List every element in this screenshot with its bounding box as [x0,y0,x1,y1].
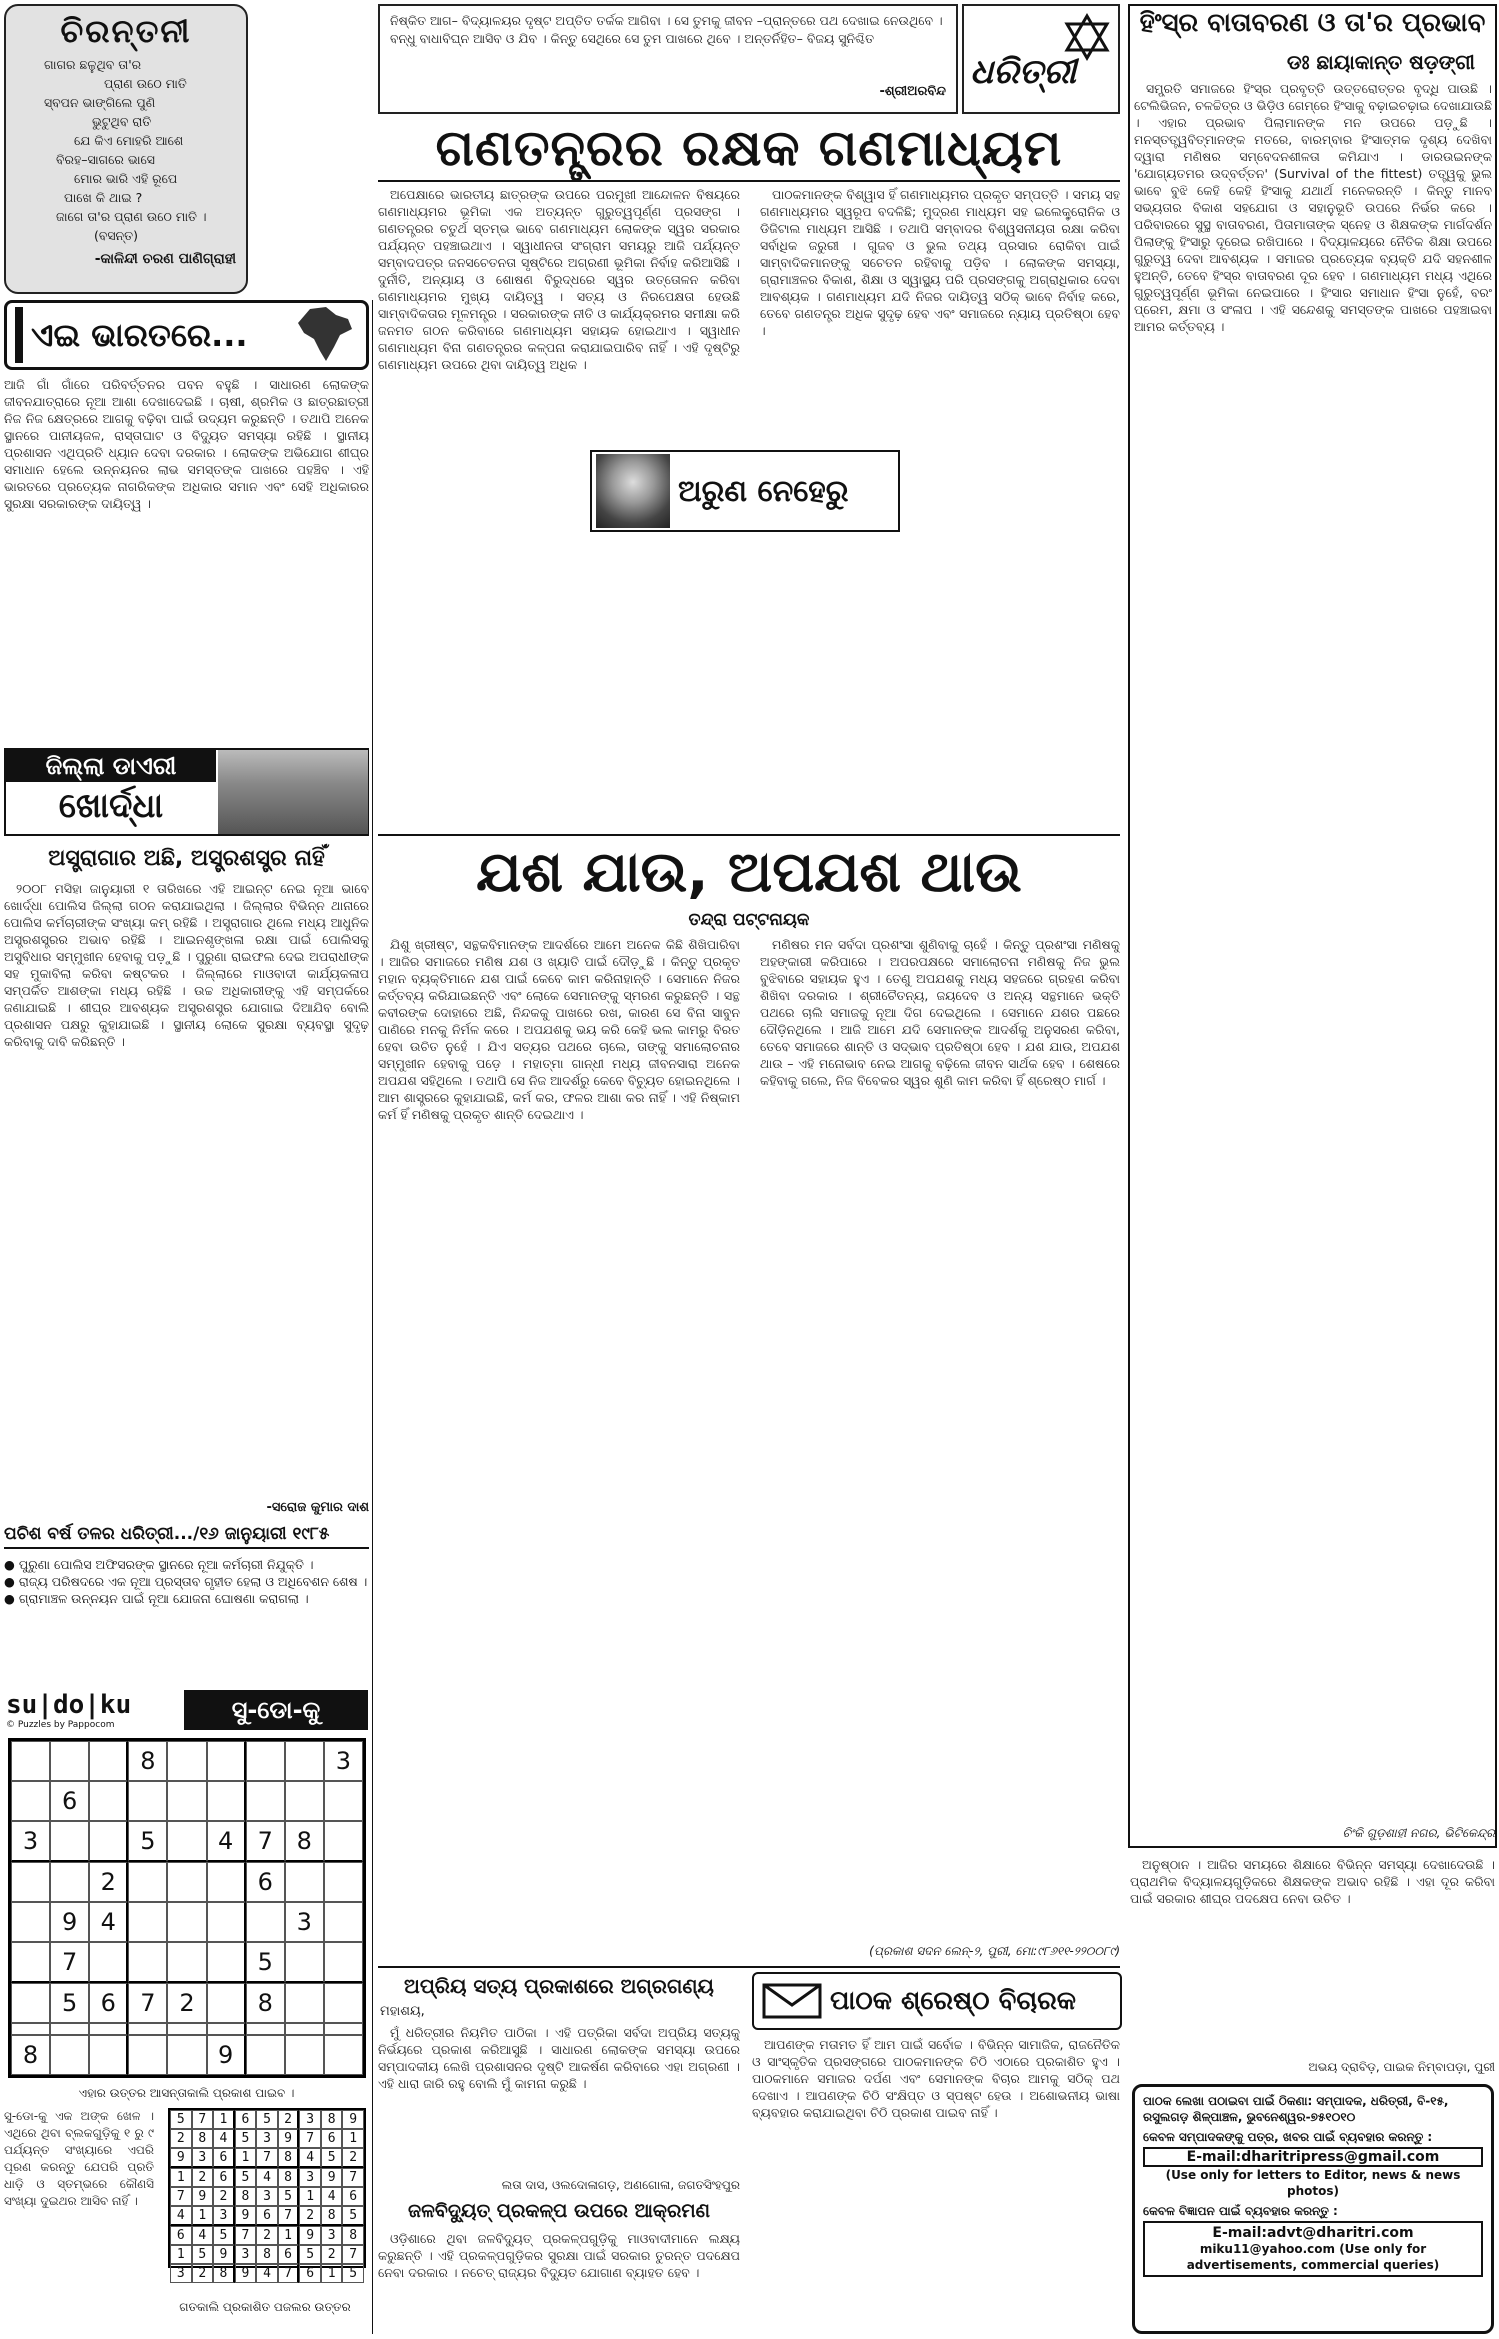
sudoku-cell [285,1862,324,1902]
list-item: ● ରାଜ୍ୟ ପରିଷଦରେ ଏକ ନୂଆ ପ୍ରସ୍ତାବ ଗୃହୀତ ହେଲା ଓ ଅଧିବେଶନ ଶେଷ । [4,1574,368,1589]
sudoku-cell: 8 [235,2187,257,2206]
sudoku-cell [11,1781,50,1821]
poem-title: ଚିରନ୍ତନୀ [60,12,192,50]
poem-lines: ଗାଗର ଛଳୁଥିବ ତା'ର ପ୍ରାଣ ଉଠେ ମାତି ସ୍ବପନ ଭାଙ୍ଗିଲେ ପୁଣି ଭୁଟୁଥିବ ରାତି ଯେ କିଏ ମୋହରି ଆଶେ ବିରହ–ସାଗରେ ଭାସେ ମୋର ଭାରି ଏହି ରୂପେ ପାଖେ କି ଥାଇ ? ଜାଗେ ତା'ର ପ୍ରାଣ ଉଠେ ମାତି । (ବସନ୍ତ) [44,57,207,243]
sudoku-cell: 5 [299,2245,321,2264]
editorial-rule [378,180,1120,182]
sudoku-answer-note: ଏହାର ଉତ୍ତର ଆସନ୍ତାକାଲି ପ୍ରକାଶ ପାଇବ । [78,2086,295,2100]
sudoku-cell: 7 [342,2245,364,2264]
sudoku-cell [324,1983,363,2023]
sudoku-cell [11,1942,50,1983]
sudoku-cell: 9 [207,2035,246,2075]
sudoku-cell: 4 [89,1902,128,1942]
sudoku-cell: 6 [235,2110,257,2129]
hinsra-footer: ଚିଂକି ଗୁଡ଼ଶାହୀ ନଗର, ଭିଟିକେନ୍ଦ୍ର [1342,1826,1495,1840]
envelope-icon [762,1981,822,2021]
sudoku-cell: 1 [170,2245,192,2264]
sudoku-cell: 3 [299,2168,321,2187]
sudoku-cell: 1 [342,2129,364,2148]
pathaka-body: ଆପଣଙ୍କ ମତାମତ ହିଁ ଆମ ପାଇଁ ସର୍ବୋଚ୍ଚ । ବିଭିନ୍ନ ସାମାଜିକ, ରାଜନୈତିକ ଓ ସାଂସ୍କୃତିକ ପ୍ରସଙ୍ଗରେ ପାଠକମାନଙ୍କ ଚିଠି ଏଠାରେ ପ୍ରକାଶିତ ହୁଏ । ପାଠକମାନେ ସମାଜର ଦର୍ପଣ ଏବଂ ସେମାନଙ୍କ ବିଚାର ଆମକୁ ସଠିକ୍ ପଥ ଦେଖାଏ । ଆପଣଙ୍କ ଚିଠି ସଂକ୍ଷିପ୍ତ ଓ ସ୍ପଷ୍ଟ ହେଉ । ଅଶୋଭନୀୟ ଭାଷା ବ୍ୟବହାର କରାଯାଇଥିବା ଚିଠି ପ୍ରକାଶ ପାଇବ ନାହିଁ । [752,2037,1120,2120]
ehi-bharatare-banner [4,300,369,370]
sudoku-cell: 8 [192,2129,214,2148]
jilla-diary-header [4,748,369,836]
sudoku-cell: 9 [50,1902,89,1942]
sudoku-cell: 6 [342,2187,364,2206]
quote-author: -ଶ୍ରୀଅରବିନ୍ଦ [879,84,946,99]
sudoku-cell [324,2023,363,2035]
sudoku-cell: 5 [213,2226,235,2245]
sudoku-how-to: ସୁ-ଡୋ-କୁ ଏକ ଅଙ୍କ ଖେଳ । ଏଥିରେ ଥିବା ବ୍ଲକଗୁଡ଼ିକୁ ୧ ରୁ ୯ ପର୍ଯ୍ୟନ୍ତ ସଂଖ୍ୟାରେ ଏପରି ପୂରଣ କରନ୍ତୁ ଯେପରି ପ୍ରତି ଧାଡ଼ି ଓ ସ୍ତମ୍ଭରେ କୌଣସି ସଂଖ୍ୟା ଦୁଇଥର ଆସିବ ନାହିଁ । [4,2109,154,2208]
india-map-icon [290,305,360,365]
sudoku-cell: 2 [299,2206,321,2226]
sudoku-cell: 7 [278,2206,300,2226]
sudoku-cell [285,1741,324,1781]
apriya-signature: ଲତା ଦାସ, ଓଲଦୋଳାଗଡ଼, ଅଣଗୋଳା, ଜଗତସିଂହପୁର [501,2178,740,2192]
sudoku-cell: 9 [170,2148,192,2168]
sudoku-cell [246,1902,285,1942]
contact-address: ପାଠକ ଲେଖା ପଠାଇବା ପାଇଁ ଠିକଣା: ସମ୍ପାଦକ, ଧରିତ୍ରୀ, ବି-୧୫, ରସୁଲଗଡ଼ ଶିଳ୍ପାଞ୍ଚଳ, ଭୁବନେଶ୍ୱର-୭୫୧୦୧୦ [1143,2094,1449,2124]
pachisa-barsa-title: ପଚିଶ ବର୍ଷ ତଳର ଧରିତ୍ରୀ.../୧୬ ଜାନୁୟାରୀ ୧୯୮୫ [4,1524,369,1549]
sudoku-cell [11,1983,50,2023]
ehi-bharatare-title: ଏଇ ଭାରତରେ... [31,315,248,354]
sudoku-cell [50,2035,89,2075]
sudoku-cell: 8 [246,1983,285,2023]
contact-line3: କେବଳ ବିଜ୍ଞାପନ ପାଇଁ ବ୍ୟବହାର କରନ୍ତୁ : [1143,2204,1338,2218]
list-item: ● ପୁରୁଣା ପୋଲିସ ଅଫିସରଙ୍କ ସ୍ଥାନରେ ନୂଆ କର୍ମଚାରୀ ନିଯୁକ୍ତି । [4,1557,314,1572]
sudoku-cell: 1 [170,2168,192,2187]
sudoku-cell: 3 [170,2264,192,2283]
sudoku-cell [50,1821,89,1862]
sudoku-cell: 5 [192,2245,214,2264]
sudoku-cell: 4 [213,2129,235,2148]
sudoku-cell: 7 [170,2187,192,2206]
poem-author: -କାଳିନ୍ଦୀ ଚରଣ ପାଣିଗ୍ରାହୀ [94,251,236,267]
sudoku-cell: 3 [235,2245,257,2264]
jilla-body: ୨୦୦୮ ମସିହା ଜାନୁୟାରୀ ୧ ତାରିଖରେ ଏହି ଆଇନ୍ଟ ନେଇ ନୂଆ ଭାବେ ଖୋର୍ଦ୍ଧା ପୋଲିସ ଜିଲ୍ଲା ଗଠନ କରାଯାଇଥିଲା । ଜିଲ୍ଲାର ବିଭିନ୍ନ ଥାନାରେ ପୋଲିସ କର୍ମଚାରୀଙ୍କ ସଂଖ୍ୟା କମ୍ ରହିଛି । ଅସ୍ତ୍ରାଗାର ଥିଲେ ମଧ୍ୟ ଆଧୁନିକ ଅସ୍ତ୍ରଶସ୍ତ୍ରର ଅଭାବ ରହିଛି । ଆଇନଶୃଙ୍ଖଳା ରକ୍ଷା ପାଇଁ ପୋଲିସକୁ ଅସୁବିଧାର ସମ୍ମୁଖୀନ ହେବାକୁ ପଡ଼ୁଛି । ପୁରୁଣା ରାଇଫଲ ଦେଇ ଅପରାଧୀଙ୍କ ସହ ମୁକାବିଲା କରିବା କଷ୍ଟକର । ଜିଲ୍ଲାରେ ମାଓବାଦୀ କାର୍ଯ୍ୟକଳାପ ସମ୍ପର୍କିତ ଆଶଙ୍କା ମଧ୍ୟ ରହିଛି । ଉଚ୍ଚ ଅଧିକାରୀଙ୍କୁ ଏହି ସମ୍ପର୍କରେ ଜଣାଯାଇଛି । ଶୀଘ୍ର ଆବଶ୍ୟକ ଅସ୍ତ୍ରଶସ୍ତ୍ର ଯୋଗାଇ ଦିଆଯିବ ବୋଲି ପ୍ରଶାସନ ପକ୍ଷରୁ କୁହାଯାଇଛି । ସ୍ଥାନୀୟ ଲୋକେ ସୁରକ୍ଷା ବ୍ୟବସ୍ଥା ସୁଦୃଢ଼ କରିବାକୁ ଦାବି କରିଛନ୍ତି । [4,881,369,1049]
sudoku-cell: 3 [192,2148,214,2168]
apriya-salutation: ମହାଶୟ, [380,2004,425,2019]
sudoku-cell: 2 [342,2148,364,2168]
sudoku-cell: 9 [235,2206,257,2226]
contact-email1: E-mail:dharitripress@gmail.com [1143,2147,1483,2167]
sudoku-cell [167,1942,206,1983]
sudoku-cell: 6 [89,1983,128,2023]
sudoku-cell [324,2035,363,2075]
sudoku-cell: 3 [256,2187,278,2206]
sudoku-cell [246,1781,285,1821]
hinsra-author: ଡଃ ଛାୟାକାନ୍ତ ଷଡ଼ଙ୍ଗୀ [1286,50,1475,74]
sudoku-cell: 8 [11,2035,50,2075]
sudoku-cell: 9 [299,2226,321,2245]
apriya-body2: ଓଡ଼ିଶାରେ ଥିବା ଜଳବିଦ୍ୟୁତ୍ ପ୍ରକଳ୍ପଗୁଡ଼ିକୁ ମାଓବାଦୀମାନେ ଲକ୍ଷ୍ୟ କରୁଛନ୍ତି । ଏହି ପ୍ରକଳ୍ପଗୁଡ଼ିକର ସୁରକ୍ଷା ପାଇଁ ସରକାର ତୁରନ୍ତ ପଦକ୍ଷେପ ନେବା ଦରକାର । ନଚେତ୍ ରାଜ୍ୟର ବିଦ୍ୟୁତ ଯୋଗାଣ ବ୍ୟାହତ ହେବ । [378,2231,740,2280]
hinsra-title: ହିଂସ୍ର ବାତାବରଣ ଓ ତା'ର ପ୍ରଭାବ [1139,8,1486,38]
sudoku-cell: 9 [278,2129,300,2148]
sudoku-cell [324,1902,363,1942]
sudoku-cell [207,1862,246,1902]
sudoku-cell: 7 [192,2110,214,2129]
sudoku-cell: 7 [246,1821,285,1862]
sudoku-cell: 1 [235,2148,257,2168]
sudoku-cell: 6 [213,2168,235,2187]
sudoku-cell [11,1862,50,1902]
sudoku-cell: 9 [213,2245,235,2264]
sudoku-cell: 5 [342,2264,364,2283]
sudoku-cell [324,1862,363,1902]
sudoku-cell [167,1862,206,1902]
masthead-name: ଧରିତ୍ରୀ [970,52,1077,92]
sudoku-cell: 8 [278,2148,300,2168]
sudoku-cell [285,1983,324,2023]
sudoku-cell: 2 [192,2168,214,2187]
district-photo [218,750,368,834]
sudoku-cell: 2 [321,2245,343,2264]
sudoku-cell: 6 [256,2206,278,2226]
sudoku-cell: 2 [192,2264,214,2283]
sudoku-cell [128,1942,167,1983]
sudoku-cell: 2 [167,1983,206,2023]
sudoku-cell [246,2023,285,2035]
sudoku-cell: 7 [128,1983,167,2023]
yasha-col2: ମଣିଷର ମନ ସର୍ବଦା ପ୍ରଶଂସା ଶୁଣିବାକୁ ଚାହେଁ । କିନ୍ତୁ ପ୍ରଶଂସା ମଣିଷକୁ ଅହଙ୍କାରୀ କରିପାରେ । ଅପରପକ୍ଷରେ ସମାଲୋଚନା ମଣିଷକୁ ନିଜ ଭୁଲ ବୁଝିବାରେ ସହାୟକ ହୁଏ । ତେଣୁ ଅପଯଶକୁ ମଧ୍ୟ ସହଜରେ ଗ୍ରହଣ କରିବା ଶିଖିବା ଦରକାର । ଶ୍ରୀଚୈତନ୍ୟ, ଜୟଦେବ ଓ ଅନ୍ୟ ସନ୍ଥମାନେ ଭକ୍ତି ପଥରେ ଚାଲି ସମାଜକୁ ନୂଆ ଦିଗ ଦେଇଥିଲେ । ସେମାନେ ଯଶର ପଛରେ ଦୌଡ଼ିନଥିଲେ । ଆଜି ଆମେ ଯଦି ସେମାନଙ୍କ ଆଦର୍ଶକୁ ଅନୁସରଣ କରିବା, ତେବେ ସମାଜରେ ଶାନ୍ତି ଓ ସଦ୍ଭାବ ପ୍ରତିଷ୍ଠା ହେବ । ଯଶ ଯାଉ, ଅପଯଶ ଥାଉ – ଏହି ମନୋଭାବ ନେଇ ଆଗକୁ ବଢ଼ିଲେ ଜୀବନ ସାର୍ଥକ ହେବ । ଶେଷରେ କହିବାକୁ ଗଲେ, ନିଜ ବିବେକର ସ୍ୱର ଶୁଣି କାମ କରିବା ହିଁ ଶ୍ରେଷ୍ଠ ମାର୍ଗ । [760,937,1120,1088]
pachisa-barsa-list [4,1556,369,1607]
sudoku-cell [89,1741,128,1781]
ehi-bharatare-body: ଆଜି ଗାଁ ଗାଁରେ ପରିବର୍ତ୍ତନର ପବନ ବହୁଛି । ସାଧାରଣ ଲୋକଙ୍କ ଜୀବନଯାତ୍ରାରେ ନୂଆ ଆଶା ଦେଖାଦେଇଛି । ଚାଷୀ, ଶ୍ରମିକ ଓ ଛାତ୍ରଛାତ୍ରୀ ନିଜ ନିଜ କ୍ଷେତ୍ରରେ ଆଗକୁ ବଢ଼ିବା ପାଇଁ ଉଦ୍ୟମ କରୁଛନ୍ତି । ତଥାପି ଅନେକ ସ୍ଥାନରେ ପାନୀୟଜଳ, ରାସ୍ତାଘାଟ ଓ ବିଦ୍ୟୁତ ସମସ୍ୟା ରହିଛି । ସ୍ଥାନୀୟ ପ୍ରଶାସନ ଏଥିପ୍ରତି ଧ୍ୟାନ ଦେବା ଦରକାର । ଲୋକଙ୍କ ଅଭିଯୋଗ ଶୀଘ୍ର ସମାଧାନ ହେଲେ ଉନ୍ନୟନର ଲାଭ ସମସ୍ତଙ୍କ ପାଖରେ ପହଞ୍ଚିବ । ଏହି ଭାରତରେ ପ୍ରତ୍ୟେକ ନାଗରିକଙ୍କ ଅଧିକାର ସମାନ ଏବଂ ସେହି ଅଧିକାରର ସୁରକ୍ଷା ସରକାରଙ୍କ ଦାୟିତ୍ୱ । [4,377,369,511]
column-rule [372,300,373,2334]
sudoku-cell: 4 [256,2168,278,2187]
apriya-subtitle: ଜଳବିଦ୍ୟୁତ୍ ପ୍ରକଳ୍ପ ଉପରେ ଆକ୍ରମଣ [408,2200,710,2222]
masthead-box [962,4,1120,114]
sudoku-cell: 6 [299,2264,321,2283]
banner-bar [15,307,23,363]
jilla-headline: ଅସ୍ତ୍ରାଗାର ଅଛି, ଅସ୍ତ୍ରଶସ୍ତ୍ର ନାହିଁ [48,846,325,871]
sudoku-cell [167,1781,206,1821]
sudoku-cell [50,1862,89,1902]
yasha-col1: ଯିଶୁ ଖ୍ରୀଷ୍ଟ, ସନ୍ଥକବିମାନଙ୍କ ଆଦର୍ଶରେ ଆମେ ଅନେକ କିଛି ଶିଖିପାରିବା । ଆଜିର ସମାଜରେ ମଣିଷ ଯଶ ଓ ଖ୍ୟାତି ପାଇଁ ଦୌଡ଼ୁଛି । କିନ୍ତୁ ପ୍ରକୃତ ମହାନ ବ୍ୟକ୍ତିମାନେ ଯଶ ପାଇଁ କେବେ କାମ କରିନାହାନ୍ତି । ସେମାନେ ନିଜର କର୍ତ୍ତବ୍ୟ କରିଯାଇଛନ୍ତି ଏବଂ ଲୋକେ ସେମାନଙ୍କୁ ସ୍ମରଣ କରୁଛନ୍ତି । ସନ୍ଥ କବୀରଙ୍କ ଦୋହାରେ ଅଛି, ନିନ୍ଦକକୁ ପାଖରେ ରଖ, କାରଣ ସେ ବିନା ସାବୁନ ପାଣିରେ ମନକୁ ନିର୍ମଳ କରେ । ଅପଯଶକୁ ଭୟ କରି କେହି ଭଲ କାମରୁ ବିରତ ହେବା ଉଚିତ ନୁହେଁ । ଯିଏ ସତ୍ୟର ପଥରେ ଚାଲେ, ତାଙ୍କୁ ସମାଲୋଚନାର ସମ୍ମୁଖୀନ ହେବାକୁ ପଡ଼େ । ମହାତ୍ମା ଗାନ୍ଧୀ ମଧ୍ୟ ଜୀବନସାରା ଅନେକ ଅପଯଶ ସହିଥିଲେ । ତଥାପି ସେ ନିଜ ଆଦର୍ଶରୁ କେବେ ବିଚ୍ୟୁତ ହୋଇନଥିଲେ । ଆମ ଶାସ୍ତ୍ରରେ କୁହାଯାଇଛି, କର୍ମ କର, ଫଳର ଆଶା କର ନାହିଁ । ଏହି ନିଷ୍କାମ କର୍ମ ହିଁ ମଣିଷକୁ ପ୍ରକୃତ ଶାନ୍ତି ଦେଇଥାଏ । [378,937,740,1122]
sudoku-cell [128,1862,167,1902]
sudoku-cell [246,1741,285,1781]
hinsra-box-border [1128,4,1497,1848]
jilla-author: -ସରୋଜ କୁମାର ଦାଶ [266,1500,369,1515]
sudoku-cell: 9 [235,2264,257,2283]
sudoku-cell: 8 [128,1741,167,1781]
hinsra-body: ସମ୍ପ୍ରତି ସମାଜରେ ହିଂସ୍ର ପ୍ରବୃତ୍ତି ଉତ୍ତରୋତ୍ତର ବୃଦ୍ଧି ପାଉଛି । ଟେଲିଭିଜନ, ଚଳଚ୍ଚିତ୍ର ଓ ଭିଡ଼ିଓ ଗେମ୍‌ରେ ହିଂସାକୁ ବଢ଼ାଇଚଢ଼ାଇ ଦେଖାଯାଉଛି । ଏହାର ପ୍ରଭାବ ପିଲାମାନଙ୍କ ମନ ଉପରେ ପଡ଼ୁଛି । ମନସ୍ତତ୍ତ୍ୱବିତ୍‌ମାନଙ୍କ ମତରେ, ବାରମ୍ବାର ହିଂସାତ୍ମକ ଦୃଶ୍ୟ ଦେଖିବା ଦ୍ୱାରା ମଣିଷର ସମ୍ବେଦନଶୀଳତା କମିଯାଏ । ଡାରଉଇନଙ୍କ 'ଯୋଗ୍ୟତମର ଉଦ୍ବର୍ତ୍ତନ' (Survival of the fittest) ତତ୍ତ୍ୱକୁ ଭୁଲ ଭାବେ ବୁଝି କେହି କେହି ହିଂସାକୁ ଯଥାର୍ଥ ମନେକରନ୍ତି । କିନ୍ତୁ ମାନବ ସଭ୍ୟତାର ବିକାଶ ସହଯୋଗ ଓ ସହାନୁଭୂତି ଉପରେ ନିର୍ଭର କରେ । ପରିବାରରେ ସୁସ୍ଥ ବାତାବରଣ, ପିତାମାତାଙ୍କ ସ୍ନେହ ଓ ଶିକ୍ଷକଙ୍କ ମାର୍ଗଦର୍ଶନ ପିଲାଙ୍କୁ ହିଂସାରୁ ଦୂରେଇ ରଖିପାରେ । ବିଦ୍ୟାଳୟରେ ନୈତିକ ଶିକ୍ଷା ଉପରେ ଗୁରୁତ୍ୱ ଦେବା ଆବଶ୍ୟକ । ସମାଜର ପ୍ରତ୍ୟେକ ବ୍ୟକ୍ତି ଯଦି ସହନଶୀଳ ହୁଅନ୍ତି, ତେବେ ହିଂସ୍ର ବାତାବରଣ ଦୂର ହେବ । ଗଣମାଧ୍ୟମ ମଧ୍ୟ ଏଥିରେ ଗୁରୁତ୍ୱପୂର୍ଣ୍ଣ ଭୂମିକା ନେଇପାରେ । ହିଂସାର ସମାଧାନ ହିଂସା ନୁହେଁ, ବରଂ ପ୍ରେମ, କ୍ଷମା ଓ ସଂଳାପ । ଏହି ସନ୍ଦେଶକୁ ସମସ୍ତଙ୍କ ପାଖରେ ପହଞ୍ଚାଇବା ଆମର କର୍ତ୍ତବ୍ୟ । [1134,81,1492,334]
byline-box [590,450,900,532]
sudoku-cell: 7 [256,2148,278,2168]
apriya-body: ମୁଁ ଧରିତ୍ରୀର ନିୟମିତ ପାଠିକା । ଏହି ପତ୍ରିକା ସର୍ବଦା ଅପ୍ରିୟ ସତ୍ୟକୁ ନିର୍ଭୟରେ ପ୍ରକାଶ କରିଆସୁଛି । ସାଧାରଣ ଲୋକଙ୍କ ସମସ୍ୟା ଉପରେ ସମ୍ପାଦକୀୟ ଲେଖି ପ୍ରଶାସନର ଦୃଷ୍ଟି ଆକର୍ଷଣ କରିବାରେ ଏହା ଅଗ୍ରଣୀ । ଏହି ଧାରା ଜାରି ରହୁ ବୋଲି ମୁଁ କାମନା କରୁଛି । [378,2025,740,2091]
editorial-byline: ଅରୁଣ ନେହେରୁ [678,473,849,509]
contact-box [1132,2084,1494,2334]
sudoku-cell [167,1741,206,1781]
sudoku-cell [128,2023,167,2035]
sudoku-cell: 6 [321,2129,343,2148]
sudoku-cell: 7 [278,2264,300,2283]
sudoku-cell [246,2035,285,2075]
sudoku-cell [207,2023,246,2035]
sudoku-cell: 3 [321,2226,343,2245]
sudoku-cell: 7 [50,1942,89,1983]
sudoku-cell [128,1902,167,1942]
sudoku-cell [50,2023,89,2035]
sudoku-cell: 4 [207,1821,246,1862]
quote-box: ନିଷ୍କିତ ଆଗ– ବିଦ୍ୟାଳୟର ଦୃଷ୍ଟ ଅପ୍ତିତ ତର୍କକ ଆଗିବା । ସେ ତୁମକୁ ଜୀବନ –ପ୍ରାନ୍ତରେ ପଥ ଦେଖାଇ ନେଉଥିବେ । ବନ୍ଧୁ ବାଧାବିଘ୍ନ ଆସିବ ଓ ଯିବ । କିନ୍ତୁ ସେଥିରେ ସେ ତୁମ ପାଖରେ ଥିବେ । ଅନ୍ତର୍ନିହିତ– ବିଜୟ ସୁନିଶ୍ଚିତ -ଶ୍ରୀଅରବିନ୍ଦ [378,4,958,114]
sudoku-cell: 5 [235,2129,257,2148]
sudoku-cell [11,1741,50,1781]
contact-email2: E-mail:advt@dharitri.com [1212,2225,1414,2241]
sudoku-cell: 8 [342,2226,364,2245]
poem-box [4,4,248,294]
sudoku-cell: 9 [192,2187,214,2206]
sudoku-cell [167,1821,206,1862]
list-item: ● ଗ୍ରାମାଞ୍ଚଳ ଉନ୍ନୟନ ପାଇଁ ନୂଆ ଯୋଜନା ଘୋଷଣା କରାଗଲା । [4,1591,309,1606]
sudoku-cell: 3 [11,1821,50,1862]
sudoku-cell: 7 [235,2226,257,2245]
jilla-diary-district: ଖୋର୍ଦ୍ଧା [58,786,164,826]
sudoku-cell: 8 [256,2245,278,2264]
right-letter-body: ଅନୁଷ୍ଠାନ । ଆଜିର ସମୟରେ ଶିକ୍ଷାରେ ବିଭିନ୍ନ ସମସ୍ୟା ଦେଖାଦେଉଛି । ପ୍ରାଥମିକ ବିଦ୍ୟାଳୟଗୁଡ଼ିକରେ ଶିକ୍ଷକଙ୍କ ଅଭାବ ରହିଛି । ଏହା ଦୂର କରିବା ପାଇଁ ସରକାର ଶୀଘ୍ର ପଦକ୍ଷେପ ନେବା ଉଚିତ । [1130,1857,1495,1906]
sudoku-cell: 2 [256,2226,278,2245]
sudoku-cell: 1 [213,2110,235,2129]
sudoku-cell [128,2035,167,2075]
sudoku-cell [285,2023,324,2035]
sudoku-cell [128,1781,167,1821]
yasha-author: ତନ୍ଦ୍ରା ପଟ୍ଟନାୟକ [688,910,810,930]
jilla-diary-label: ଜିଲ୍ଲା ଡାଏରୀ [6,750,216,782]
sudoku-cell [11,2023,50,2035]
sudoku-cell: 2 [170,2129,192,2148]
sudoku-cell [207,1902,246,1942]
sudoku-cell [167,2035,206,2075]
sudoku-cell [89,2023,128,2035]
sudoku-cell: 6 [50,1781,89,1821]
apriya-title: ଅପ୍ରିୟ ସତ୍ୟ ପ୍ରକାଶରେ ଅଗ୍ରଗଣ୍ୟ [404,1974,714,1998]
sudoku-cell: 5 [170,2110,192,2129]
sudoku-cell [89,1781,128,1821]
sudoku-cell: 7 [299,2129,321,2148]
pathaka-title: ପାଠକ ଶ୍ରେଷ୍ଠ ବିଚାରକ [830,1985,1077,2016]
sudoku-grid [8,1738,366,2078]
sudoku-cell [89,1821,128,1862]
sudoku-cell: 8 [278,2168,300,2187]
sudoku-cell: 4 [170,2206,192,2226]
right-letter-signature: ଅଭୟ ଦ୍ରାବିଡ଼, ପାଇକ ନିମ୍ବାପଡ଼ା, ପୁରୀ [1308,2060,1495,2074]
sudoku-cell: 3 [213,2206,235,2226]
sudoku-cell: 5 [342,2206,364,2226]
sudoku-cell: 4 [321,2187,343,2206]
sudoku-cell: 3 [285,1902,324,1942]
sudoku-cell [324,1781,363,1821]
sudoku-cell: 8 [213,2264,235,2283]
sudoku-cell: 4 [256,2264,278,2283]
sudoku-solution [168,2108,366,2281]
sudoku-cell: 2 [213,2187,235,2206]
sudoku-cell: 6 [213,2148,235,2168]
sudoku-logo: su|do|ku © Puzzles by Pappocom [6,1690,132,1730]
sudoku-cell: 5 [235,2168,257,2187]
contact-email3: miku11@yahoo.com (Use only for advertisements, commercial queries) [1186,2242,1440,2272]
sudoku-cell [285,1781,324,1821]
sudoku-cell: 6 [170,2226,192,2245]
editorial-col2: ପାଠକମାନଙ୍କ ବିଶ୍ୱାସ ହିଁ ଗଣମାଧ୍ୟମର ପ୍ରକୃତ ସମ୍ପତ୍ତି । ସମୟ ସହ ଗଣମାଧ୍ୟମର ସ୍ୱରୂପ ବଦଳିଛି; ମୁଦ୍ରଣ ମାଧ୍ୟମ ସହ ଇଲେକ୍ଟ୍ରୋନିକ ଓ ଡିଜିଟାଲ ମାଧ୍ୟମ ଆସିଛି । ତଥାପି ସମ୍ବାଦର ବିଶ୍ୱସନୀୟତା ରକ୍ଷା କରିବା ସର୍ବାଧିକ ଜରୁରୀ । ଗୁଜବ ଓ ଭୁଲ ତଥ୍ୟ ପ୍ରସାର ରୋକିବା ପାଇଁ ସାମ୍ବାଦିକମାନଙ୍କୁ ସଚେତନ ରହିବାକୁ ପଡ଼ିବ । ଲୋକଙ୍କ ସମସ୍ୟା, ଗ୍ରାମାଞ୍ଚଳର ବିକାଶ, ଶିକ୍ଷା ଓ ସ୍ୱାସ୍ଥ୍ୟ ପରି ପ୍ରସଙ୍ଗକୁ ଅଗ୍ରାଧିକାର ଦେବା ଆବଶ୍ୟକ । ଗଣମାଧ୍ୟମ ଯଦି ନିଜର ଦାୟିତ୍ୱ ସଠିକ୍ ଭାବେ ନିର୍ବାହ କରେ, ତେବେ ଗଣତନ୍ତ୍ର ଅଧିକ ସୁଦୃଢ଼ ହେବ ଏବଂ ସମାଜରେ ନ୍ୟାୟ ପ୍ରତିଷ୍ଠା ହେବ । [760,187,1120,338]
sudoku-cell [207,1983,246,2023]
sudoku-cell: 1 [192,2206,214,2226]
sudoku-cell [167,2023,206,2035]
sudoku-solution-note: ଗତକାଲି ପ୍ରକାଶିତ ପଜଲର ଉତ୍ତର [179,2300,351,2314]
contact-line2: କେବଳ ସମ୍ପାଦକଙ୍କୁ ପତ୍ର, ଖବର ପାଇଁ ବ୍ୟବହାର କରନ୍ତୁ : [1143,2130,1433,2144]
sudoku-cell: 8 [321,2206,343,2226]
sudoku-cell [285,1942,324,1983]
sudoku-cell: 5 [278,2187,300,2206]
sudoku-cell [50,1741,89,1781]
sudoku-cell [207,1741,246,1781]
sudoku-cell: 3 [299,2110,321,2129]
sudoku-cell: 5 [256,2110,278,2129]
sudoku-cell: 2 [89,1862,128,1902]
sudoku-cell: 1 [299,2187,321,2206]
sudoku-cell: 5 [50,1983,89,2023]
sudoku-cell: 6 [246,1862,285,1902]
pathaka-banner [752,1972,1122,2030]
sudoku-cell [207,1942,246,1983]
contact-email1-note: (Use only for letters to Editor, news & news photos) [1165,2168,1461,2198]
sudoku-cell [167,1902,206,1942]
sudoku-cell: 8 [285,1821,324,1862]
sudoku-cell: 2 [278,2110,300,2129]
sudoku-cell: 8 [321,2110,343,2129]
sudoku-cell [324,1821,363,1862]
sudoku-cell: 1 [321,2264,343,2283]
sudoku-cell [207,1781,246,1821]
yasha-title: ଯଶ ଯାଉ, ଅପଯଶ ଥାଉ [476,840,1022,905]
sudoku-cell: 3 [324,1741,363,1781]
contact-email2-box [1143,2221,1483,2277]
sudoku-cell: 9 [321,2168,343,2187]
sudoku-cell: 3 [256,2129,278,2148]
sudoku-title: ସୁ-ଡୋ-କୁ [184,1690,368,1730]
author-photo [596,454,670,528]
sudoku-cell: 5 [321,2148,343,2168]
sudoku-cell: 9 [342,2110,364,2129]
sudoku-cell: 7 [342,2168,364,2187]
yasha-address: (ପ୍ରକାଶ ସଦନ ଲେନ୍-୨, ପୁରୀ, ମୋ:୯୮୬୧୧-୨୨୦୦୮୯) [869,1944,1120,1958]
letters-rule [378,1966,1120,1968]
center-divider [378,834,1120,836]
editorial-col1: ଅପେକ୍ଷାରେ ଭାରତୀୟ ଛାତ୍ରଙ୍କ ଉପରେ ପରମୁଖୀ ଆନ୍ଦୋଳନ ବିଷୟରେ ଗଣମାଧ୍ୟମର ଭୂମିକା ଏକ ଅତ୍ୟନ୍ତ ଗୁରୁତ୍ୱପୂର୍ଣ୍ଣ ପ୍ରସଙ୍ଗ । ଗଣତନ୍ତ୍ରର ଚତୁର୍ଥ ସ୍ତମ୍ଭ ଭାବେ ଗଣମାଧ୍ୟମ ଲୋକଙ୍କ ସ୍ୱର ସରକାର ପର୍ଯ୍ୟନ୍ତ ପହଞ୍ଚାଇଥାଏ । ସ୍ୱାଧୀନତା ସଂଗ୍ରାମ ସମୟରୁ ଆଜି ପର୍ଯ୍ୟନ୍ତ ସମ୍ବାଦପତ୍ର ଜନସଚେତନତା ସୃଷ୍ଟିରେ ଅଗ୍ରଣୀ ଭୂମିକା ନିର୍ବାହ କରିଆସିଛି । ଦୁର୍ନୀତି, ଅନ୍ୟାୟ ଓ ଶୋଷଣ ବିରୁଦ୍ଧରେ ସ୍ୱର ଉତ୍ତୋଳନ କରିବା ଗଣମାଧ୍ୟମର ମୁଖ୍ୟ ଦାୟିତ୍ୱ । ସତ୍ୟ ଓ ନିରପେକ୍ଷତା ହେଉଛି ସାମ୍ବାଦିକତାର ମୂଳମନ୍ତ୍ର । ସରକାରଙ୍କ ନୀତି ଓ କାର୍ଯ୍ୟକ୍ରମର ସମୀକ୍ଷା କରି ଜନମତ ଗଠନ କରିବାରେ ଗଣମାଧ୍ୟମ ସହାୟକ ହୋଇଥାଏ । ସ୍ୱାଧୀନ ଗଣମାଧ୍ୟମ ବିନା ଗଣତନ୍ତ୍ରର କଳ୍ପନା କରାଯାଇପାରିବ ନାହିଁ । ଏହି ଦୃଷ୍ଟିରୁ ଗଣମାଧ୍ୟମ ଉପରେ ଥିବା ଦାୟିତ୍ୱ ଅଧିକ । [378,187,740,372]
sudoku-cell: 4 [192,2226,214,2245]
editorial-title: ଗଣତନ୍ତ୍ରର ରକ୍ଷକ ଗଣମାଧ୍ୟମ [435,119,1063,177]
sudoku-cell: 6 [278,2245,300,2264]
sudoku-cell: 4 [299,2148,321,2168]
sudoku-cell: 5 [246,1942,285,1983]
sudoku-cell: 5 [128,1821,167,1862]
sudoku-cell: 1 [278,2226,300,2245]
sudoku-cell [11,1902,50,1942]
sudoku-cell [324,1942,363,1983]
sudoku-cell [285,2035,324,2075]
sudoku-cell [89,2035,128,2075]
sudoku-cell [89,1942,128,1983]
